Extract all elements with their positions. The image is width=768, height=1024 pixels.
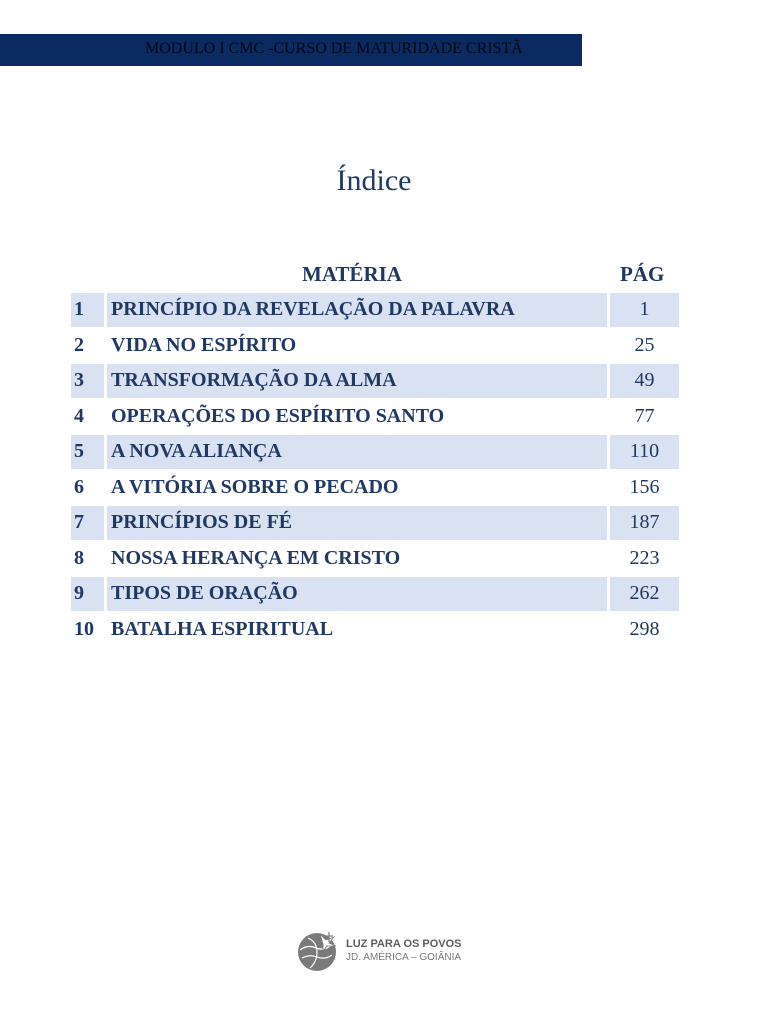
toc-title: NOSSA HERANÇA EM CRISTO: [111, 546, 401, 569]
toc-number: 7: [71, 506, 104, 540]
toc-title: TRANSFORMAÇÃO DA ALMA: [107, 364, 607, 398]
toc-number: 10: [74, 617, 94, 640]
toc-row: [71, 399, 679, 435]
toc-page: 77: [634, 404, 655, 427]
toc-title: VIDA NO ESPÍRITO: [111, 333, 297, 356]
toc-row: [71, 328, 679, 364]
toc-number: 6: [74, 475, 84, 498]
toc-row: [71, 434, 679, 470]
toc-title: PRINCÍPIO DA REVELAÇÃO DA PALAVRA: [107, 293, 607, 327]
globe-dove-icon: [296, 930, 342, 972]
toc-number: 9: [71, 577, 104, 611]
toc-page: 110: [610, 435, 679, 469]
table-of-contents: [71, 292, 679, 647]
toc-page: 49: [610, 364, 679, 398]
page-title: Índice: [336, 164, 412, 197]
column-heading-pag: PÁG: [620, 262, 665, 286]
toc-page: 1: [610, 293, 679, 327]
toc-page: 187: [610, 506, 679, 540]
footer-logo: [296, 930, 462, 972]
toc-page: 25: [634, 333, 655, 356]
toc-title: PRINCÍPIOS DE FÉ: [107, 506, 607, 540]
header-text: MODULO I CMC -CURSO DE MATURIDADE CRISTÃ: [145, 40, 523, 57]
toc-row: [71, 576, 679, 612]
toc-row: [71, 612, 679, 648]
toc-row: [71, 541, 679, 577]
toc-page: 262: [610, 577, 679, 611]
column-heading-materia: MATÉRIA: [302, 262, 402, 286]
toc-row: [71, 363, 679, 399]
toc-number: 8: [74, 546, 84, 569]
toc-number: 5: [71, 435, 104, 469]
toc-page: 156: [629, 475, 660, 498]
toc-page: 223: [629, 546, 660, 569]
toc-number: 4: [74, 404, 84, 427]
toc-number: 3: [71, 364, 104, 398]
toc-title: A VITÓRIA SOBRE O PECADO: [111, 475, 399, 498]
toc-title: BATALHA ESPIRITUAL: [111, 617, 334, 640]
toc-row: [71, 292, 679, 328]
footer-org-location: JD. AMÉRICA – GOIÂNIA: [346, 952, 462, 963]
toc-title: A NOVA ALIANÇA: [107, 435, 607, 469]
toc-title: OPERAÇÕES DO ESPÍRITO SANTO: [111, 404, 445, 427]
footer-logo-text: [346, 938, 462, 964]
footer-org-name: LUZ PARA OS POVOS: [346, 938, 462, 950]
toc-page: 298: [629, 617, 660, 640]
toc-number: 2: [74, 333, 84, 356]
toc-number: 1: [71, 293, 104, 327]
toc-row: [71, 470, 679, 506]
toc-row: [71, 505, 679, 541]
toc-title: TIPOS DE ORAÇÃO: [107, 577, 607, 611]
